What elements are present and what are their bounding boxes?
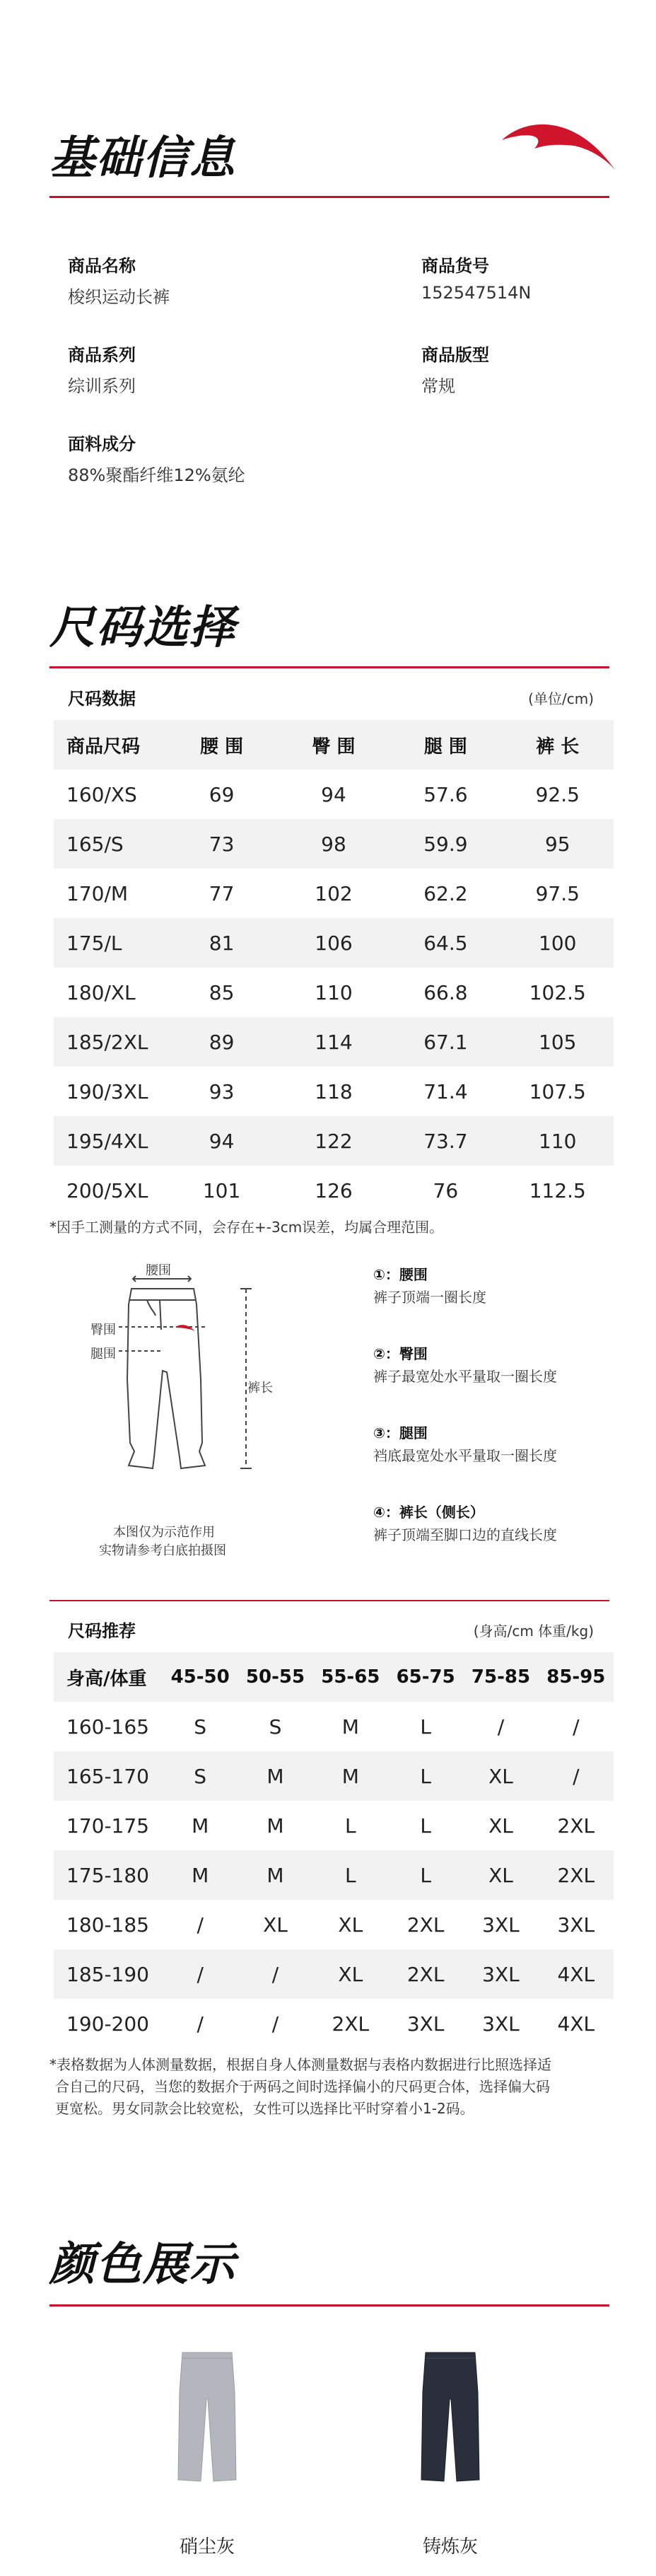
recommend-table-header-cell: 身高/体重: [54, 1652, 163, 1702]
recommend-table-cell: 185-190: [54, 1949, 163, 1999]
size-table-header-cell: 臀 围: [278, 720, 390, 770]
measure-leg-desc: 裆底最宽处水平量取一圈长度: [373, 1447, 557, 1464]
recommend-table-row: [54, 1850, 614, 1900]
size-table-header-cell: 商品尺码: [54, 720, 165, 770]
color-swatch-dark-pants-icon: [418, 2350, 482, 2484]
measure-hip-desc: 裤子最宽处水平量取一圈长度: [373, 1368, 557, 1385]
size-table-cell: 94: [321, 782, 346, 806]
recommend-table-cell: XL: [463, 1751, 538, 1801]
size-table-row: [54, 1166, 614, 1215]
size-table-row: [54, 819, 614, 869]
size-table-cell: 71.4: [423, 1079, 468, 1103]
recommend-table-cell: 2XL: [332, 2012, 370, 2036]
recommend-table-cell: M: [238, 1751, 312, 1801]
size-table-cell: 77: [209, 881, 235, 905]
recommend-table-cell: S: [194, 1715, 207, 1739]
size-table-cell: 94: [165, 1116, 277, 1166]
fabric-label: 面料成分: [68, 434, 136, 454]
product-name-label: 商品名称: [68, 256, 136, 276]
recommend-table-cell: M: [192, 1814, 209, 1838]
recommend-table-cell: /: [539, 1751, 614, 1801]
diagram-hip-label: 臀围: [90, 1323, 116, 1338]
recommend-table-row: [54, 1751, 614, 1801]
size-table-cell: 185/2XL: [54, 1017, 165, 1067]
recommend-table-cell: M: [341, 1715, 359, 1739]
size-section-title: 尺码选择: [49, 602, 236, 654]
size-table-row: [54, 869, 614, 918]
recommend-table-cell: 3XL: [463, 1949, 538, 1999]
size-table-cell: 69: [209, 782, 235, 806]
recommend-table-cell: M: [163, 1850, 238, 1900]
recommend-note-1: *表格数据为人体测量数据，根据自身人体测量数据与表格内数据进行比照选择适: [49, 2056, 551, 2073]
measure-length-desc: 裤子顶端至脚口边的直线长度: [373, 1526, 557, 1543]
product-fit-label: 商品版型: [421, 345, 489, 365]
size-table-cell: 102: [315, 881, 353, 905]
recommend-table-cell: /: [238, 1949, 312, 1999]
recommend-table-cell: 160-165: [66, 1715, 149, 1739]
size-table-cell: 200/5XL: [66, 1178, 148, 1202]
recommend-table-cell: 3XL: [482, 1913, 520, 1937]
recommend-table-cell: L: [313, 1850, 388, 1900]
size-data-note: *因手工测量的方式不同，会存在+-3cm误差，均属合理范围。: [49, 1219, 444, 1236]
recommend-table-cell: M: [266, 1814, 284, 1838]
measure-hip-title: ②：臀围: [373, 1345, 428, 1362]
recommend-table-header-cell: 45-50: [163, 1652, 238, 1702]
size-section-divider: [49, 666, 609, 668]
recommend-table-cell: L: [420, 1814, 431, 1838]
size-table-cell: 66.8: [423, 980, 468, 1004]
size-table-row: [54, 1017, 614, 1067]
size-table-row: [54, 918, 614, 968]
size-table-cell: 76: [433, 1178, 459, 1202]
recommend-table-header-cell: 55-65: [313, 1652, 388, 1702]
size-table-cell: 114: [278, 1017, 390, 1067]
recommend-table-cell: /: [197, 1913, 204, 1937]
recommend-table-cell: XL: [463, 1850, 538, 1900]
recommend-table-header-cell: 65-75: [388, 1652, 463, 1702]
size-table-cell: 165/S: [54, 819, 165, 869]
size-table-cell: 62.2: [423, 881, 468, 905]
recommend-table-cell: 3XL: [406, 2012, 445, 2036]
size-data-table: [54, 720, 614, 1215]
size-table-cell: 59.9: [390, 819, 501, 869]
recommend-table-cell: /: [163, 1949, 238, 1999]
product-series-value: 综训系列: [68, 376, 136, 396]
recommend-unit: (身高/cm 体重/kg): [473, 1623, 594, 1640]
size-table-cell: 112.5: [529, 1178, 586, 1202]
recommend-table-cell: XL: [263, 1913, 288, 1937]
recommend-table-row: [54, 1900, 614, 1949]
size-table-cell: 100: [502, 918, 614, 968]
recommend-table-cell: 3XL: [482, 2012, 520, 2036]
size-table-cell: 160/XS: [66, 782, 137, 806]
size-data-unit: (单位/cm): [528, 690, 594, 707]
size-table-cell: 107.5: [529, 1079, 586, 1103]
recommend-table-cell: XL: [488, 1814, 513, 1838]
size-table-cell: 195/4XL: [54, 1116, 165, 1166]
size-table-header-cell: 腿 围: [390, 720, 501, 770]
recommend-table-cell: 2XL: [539, 1850, 614, 1900]
recommend-note-3: 更宽松。男女同款会比较宽松，女性可以选择比平时穿着小1-2码。: [55, 2100, 474, 2117]
recommend-table-row: [54, 1702, 614, 1751]
recommend-table-cell: L: [388, 1850, 463, 1900]
size-table-cell: 101: [202, 1178, 241, 1202]
measure-waist-title: ①：腰围: [373, 1266, 428, 1283]
size-table-cell: 170/M: [66, 881, 129, 905]
size-table-cell: 93: [209, 1079, 235, 1103]
size-table-cell: 81: [165, 918, 277, 968]
brand-logo-icon: [498, 113, 618, 177]
recommend-table-cell: 190-200: [66, 2012, 149, 2036]
recommend-table-row: [54, 1999, 614, 2048]
size-table-cell: 95: [502, 819, 614, 869]
diagram-caption-2: 实物请参考白底拍摄图: [99, 1543, 226, 1558]
recommend-table-cell: 175-180: [54, 1850, 163, 1900]
color-section-title: 颜色展示: [49, 2239, 236, 2291]
size-table-cell: 85: [209, 980, 235, 1004]
recommend-table-cell: 165-170: [54, 1751, 163, 1801]
size-table-cell: 175/L: [54, 918, 165, 968]
color-swatch-gray-pants-icon: [175, 2350, 239, 2484]
product-fit-value: 常规: [421, 376, 455, 396]
recommend-table-cell: 2XL: [406, 1913, 445, 1937]
recommend-divider: [49, 1600, 609, 1601]
diagram-length-label: 裤长: [247, 1381, 273, 1396]
recommend-table-header-row: [54, 1652, 614, 1702]
basic-info-divider: [49, 196, 609, 198]
diagram-caption-1: 本图仅为示范作用: [113, 1525, 215, 1540]
size-table-cell: 122: [278, 1116, 390, 1166]
recommend-table-cell: /: [497, 1715, 505, 1739]
recommend-table-row: [54, 1801, 614, 1850]
size-table-cell: 98: [278, 819, 390, 869]
size-table-cell: 64.5: [390, 918, 501, 968]
recommend-table-cell: XL: [338, 1913, 363, 1937]
fabric-value: 88%聚酯纤维12%氨纶: [68, 465, 245, 485]
measure-length-title: ④：裤长（侧长）: [373, 1504, 484, 1521]
product-series-label: 商品系列: [68, 345, 136, 365]
recommend-table-cell: 4XL: [557, 2012, 595, 2036]
recommend-table-cell: S: [163, 1751, 238, 1801]
diagram-leg-label: 腿围: [90, 1347, 116, 1362]
recommend-table-cell: /: [573, 1715, 580, 1739]
size-table-cell: 57.6: [423, 782, 468, 806]
recommend-table-cell: M: [238, 1850, 312, 1900]
size-table-cell: 190/3XL: [66, 1079, 148, 1103]
size-table-header-row: [54, 720, 614, 770]
recommend-table-header-cell: 50-55: [238, 1652, 312, 1702]
size-data-heading: 尺码数据: [68, 689, 136, 709]
size-table-cell: 126: [315, 1178, 353, 1202]
size-table-cell: 89: [165, 1017, 277, 1067]
color-name-gray: 硝尘灰: [179, 2536, 235, 2558]
size-table-cell: 97.5: [535, 881, 580, 905]
product-code-value: 152547514N: [421, 283, 532, 303]
recommend-table-cell: L: [345, 1814, 356, 1838]
size-table-cell: 92.5: [535, 782, 580, 806]
recommend-table-cell: L: [420, 1715, 431, 1739]
size-table-cell: 110: [315, 980, 353, 1004]
recommend-table-cell: S: [269, 1715, 282, 1739]
size-table-cell: 118: [315, 1079, 353, 1103]
product-name-value: 梭织运动长裤: [68, 287, 170, 307]
recommend-note-2: 合自己的尺码，当您的数据介于两码之间时选择偏小的尺码更合体，选择偏大码: [55, 2078, 550, 2095]
recommend-table-header-cell: 85-95: [539, 1652, 614, 1702]
recommend-table-row: [54, 1949, 614, 1999]
size-table-cell: 73.7: [390, 1116, 501, 1166]
size-table-cell: 180/XL: [66, 980, 136, 1004]
size-table-row: [54, 770, 614, 819]
recommend-table-cell: 170-175: [66, 1814, 149, 1838]
size-recommend-table: [54, 1652, 614, 2048]
recommend-table-cell: 2XL: [557, 1814, 595, 1838]
basic-info-title: 基础信息: [49, 132, 236, 185]
recommend-table-cell: 3XL: [557, 1913, 595, 1937]
color-name-dark: 铸炼灰: [422, 2536, 478, 2558]
size-table-cell: 106: [278, 918, 390, 968]
size-table-row: [54, 1067, 614, 1116]
size-table-cell: 102.5: [529, 980, 586, 1004]
recommend-table-header-cell: 75-85: [463, 1652, 538, 1702]
recommend-table-cell: L: [388, 1751, 463, 1801]
recommend-table-cell: 2XL: [388, 1949, 463, 1999]
size-table-cell: 67.1: [390, 1017, 501, 1067]
measure-waist-desc: 裤子顶端一圈长度: [373, 1289, 486, 1306]
recommend-table-cell: 180-185: [66, 1913, 149, 1937]
diagram-waist-label: 腰围: [146, 1263, 171, 1278]
color-section-divider: [49, 2304, 609, 2307]
product-code-label: 商品货号: [421, 256, 489, 276]
measure-leg-title: ③：腿围: [373, 1425, 428, 1441]
size-table-cell: 105: [502, 1017, 614, 1067]
recommend-table-cell: /: [271, 2012, 279, 2036]
size-table-cell: 73: [165, 819, 277, 869]
recommend-table-cell: /: [197, 2012, 204, 2036]
recommend-heading: 尺码推荐: [68, 1621, 136, 1641]
recommend-table-cell: M: [313, 1751, 388, 1801]
size-table-row: [54, 1116, 614, 1166]
size-table-cell: 110: [502, 1116, 614, 1166]
recommend-table-cell: XL: [313, 1949, 388, 1999]
size-table-header-cell: 裤 长: [502, 720, 614, 770]
size-table-row: [54, 968, 614, 1017]
recommend-table-cell: 4XL: [539, 1949, 614, 1999]
size-table-header-cell: 腰 围: [165, 720, 277, 770]
